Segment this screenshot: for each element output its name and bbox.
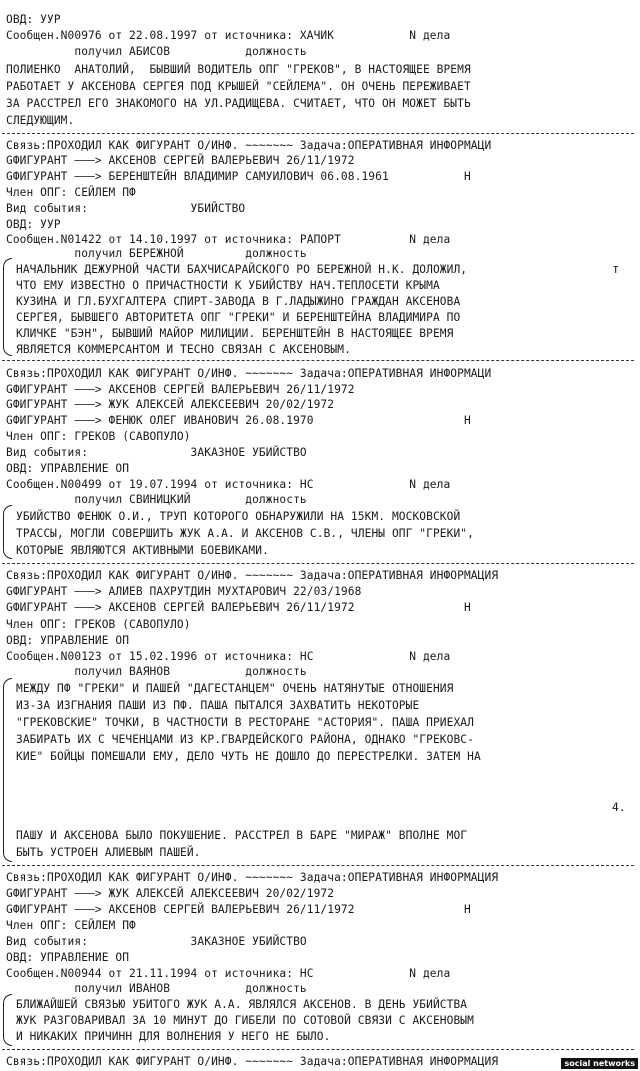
doc-line: ЗАБИРАТЬ ИХ С ЧЕЧЕНЦАМИ ИЗ КР.ГВАРДЕЙСКОГО РАЙОНА, ОДНАКО "ГРЕКОВС- [16, 733, 474, 746]
doc-line: получил СВИНИЦКИЙ должность [6, 493, 307, 506]
doc-line: GФИГУРАНТ ———> АКСЕНОВ СЕРГЕЙ ВАЛЕРЬЕВИЧ 26/11/1972 [6, 154, 355, 167]
doc-line: ОВД: УПРАВЛЕНИЕ ОП [6, 634, 130, 647]
doc-line: И НИКАКИХ ПРИЧИНН ДЛЯ ВОЛНЕНИЯ У НЕГО НЕ БЫЛО. [16, 1030, 331, 1043]
doc-line: GФИГУРАНТ ———> АКСЕНОВ СЕРГЕЙ ВАЛЕРЬЕВИЧ 26/11/1972 Н [6, 601, 471, 614]
separator-line [2, 865, 634, 866]
doc-line: КЛИЧКЕ "БЭН", БЫВШИЙ МАЙОР МИЛИЦИИ. БЕРЕНШТЕЙН В НАСТОЯЩЕЕ ВРЕМЯ [16, 327, 454, 340]
doc-line: Член ОПГ: СЕЙЛЕМ ПФ [6, 919, 136, 932]
doc-line: "ГРЕКОВСКИЕ" ТОЧКИ, В ЧАСТНОСТИ В РЕСТОРАНЕ "АСТОРИЯ". ПАША ПРИЕХАЛ [16, 716, 474, 729]
doc-line: GФИГУРАНТ ———> БЕРЕНШТЕЙН ВЛАДИМИР САМУИЛОВИЧ 06.08.1961 Н [6, 170, 471, 183]
doc-line: GФИГУРАНТ ———> АЛИЕВ ПАХРУТДИН МУХТАРОВИЧ 22/03/1968 [6, 585, 362, 598]
doc-line: GФИГУРАНТ ———> ФЕНЮК ОЛЕГ ИВАНОВИЧ 26.08.1970 Н [6, 414, 471, 427]
handwritten-bracket [3, 678, 12, 862]
doc-line: ОВД: УПРАВЛЕНИЕ ОП [6, 951, 130, 964]
doc-line: Сообщен.N00123 от 15.02.1996 от источника: НС N дела [6, 650, 451, 663]
doc-line: Связь:ПРОХОДИЛ КАК ФИГУРАНТ О/ИНФ. ~~~~~~~ Задача:ОПЕРАТИВНАЯ ИНФОРМАЦИЯ [6, 871, 499, 884]
doc-line: РАБОТАЕТ У АКСЕНОВА СЕРГЕЯ ПОД КРЫШЕЙ "СЕЙЛЕМА". ОН ОЧЕНЬ ПЕРЕЖИВАЕТ [6, 80, 471, 93]
doc-line: Связь:ПРОХОДИЛ КАК ФИГУРАНТ О/ИНФ. ~~~~~~~ Задача:ОПЕРАТИВНАЯ ИНФОРМАЦИЯ [6, 1055, 499, 1068]
doc-line: GФИГУРАНТ ———> АКСЕНОВ СЕРГЕЙ ВАЛЕРЬЕВИЧ 26/11/1972 Н [6, 903, 471, 916]
doc-line: получил ВАЯНОВ должность [6, 665, 307, 678]
doc-line: ЗА РАССТРЕЛ ЕГО ЗНАКОМОГО НА УЛ.РАДИЩЕВА. СЧИТАЕТ, ЧТО ОН МОЖЕТ БЫТЬ [6, 97, 471, 110]
page-number: 4. [612, 801, 626, 814]
doc-line: Связь:ПРОХОДИЛ КАК ФИГУРАНТ О/ИНФ. ~~~~~~~ Задача:ОПЕРАТИВНАЯ ИНФОРМАЦИЯ [6, 569, 499, 582]
doc-line: СЕРГЕЯ, БЫВШЕГО АВТОРИТЕТА ОПГ "ГРЕКИ" И БЕРЕНШТЕЙНА ВЛАДИМИРА ПО [16, 311, 461, 324]
doc-line: НАЧАЛЬНИК ДЕЖУРНОЙ ЧАСТИ БАХЧИСАРАЙСКОГО РО БЕРЕЖНОЙ Н.К. ДОЛОЖИЛ, [16, 263, 468, 276]
doc-line: СЛЕДУЮЩИМ. [6, 114, 75, 127]
doc-line: получил ИВАНОВ должность [6, 982, 307, 995]
doc-line: МЕЖДУ ПФ "ГРЕКИ" И ПАШЕЙ "ДАГЕСТАНЦЕМ" ОЧЕНЬ НАТЯНУТЫЕ ОТНОШЕНИЯ [16, 682, 454, 695]
doc-line: Вид события: УБИЙСТВО [6, 202, 246, 215]
separator-line [2, 133, 634, 134]
doc-line: Член ОПГ: СЕЙЛЕМ ПФ [6, 186, 136, 199]
doc-line: КУЗИНА И ГЛ.БУХГАЛТЕРА СПИРТ-ЗАВОДА В Г.ЛАДЫЖИНО ГРАЖДАН АКСЕНОВА [16, 295, 461, 308]
doc-line: ТРАССЫ, МОГЛИ СОВЕРШИТЬ ЖУК А.А. И АКСЕНОВ С.В., ЧЛЕНЫ ОПГ "ГРЕКИ", [16, 527, 474, 540]
separator-line [2, 360, 634, 361]
doc-line: ИЗ-ЗА ИЗГНАНИЯ ПАШИ ИЗ ПФ. ПАША ПЫТАЛСЯ ЗАХВАТИТЬ НЕКОТОРЫЕ [16, 699, 420, 712]
handwritten-mark: т [612, 262, 620, 276]
doc-line: Сообщен.N00976 от 22.08.1997 от источника: ХАЧИК N дела [6, 29, 451, 42]
doc-line: ЧТО ЕМУ ИЗВЕСТНО О ПРИЧАСТНОСТИ К УБИЙСТВУ НАЧ.ТЕПЛОСЕТИ КРЫМА [16, 279, 440, 292]
doc-line: ОВД: УУР [6, 13, 61, 26]
doc-line: GФИГУРАНТ ———> ЖУК АЛЕКСЕЙ АЛЕКСЕЕВИЧ 20/02/1972 [6, 398, 335, 411]
doc-line: GФИГУРАНТ ———> АКСЕНОВ СЕРГЕЙ ВАЛЕРЬЕВИЧ 26/11/1972 [6, 383, 355, 396]
doc-line: БЫТЬ УСТРОЕН АЛИЕВЫМ ПАШЕЙ. [16, 846, 201, 859]
handwritten-bracket [3, 505, 12, 559]
doc-line: ПАШУ И АКСЕНОВА БЫЛО ПОКУШЕНИЕ. РАССТРЕЛ В БАРЕ "МИРАЖ" ВПОЛНЕ МОГ [16, 829, 468, 842]
doc-line: ОВД: УУР [6, 218, 61, 231]
doc-line: Связь:ПРОХОДИЛ КАК ФИГУРАНТ О/ИНФ. ~~~~~~~ Задача:ОПЕРАТИВНАЯ ИНФОРМАЦИ [6, 367, 492, 380]
doc-line: Член ОПГ: ГРЕКОВ (САВОПУЛО) [6, 618, 191, 631]
separator-line [2, 1049, 634, 1050]
doc-line: получил АБИСОВ должность [6, 45, 307, 58]
handwritten-bracket [3, 994, 12, 1046]
watermark-logo: social networks [561, 1058, 638, 1069]
doc-line: Связь:ПРОХОДИЛ КАК ФИГУРАНТ О/ИНФ. ~~~~~~~ Задача:ОПЕРАТИВНАЯ ИНФОРМАЦИ [6, 139, 492, 152]
separator-line [2, 563, 634, 564]
doc-line: Член ОПГ: ГРЕКОВ (САВОПУЛО) [6, 430, 191, 443]
doc-line: ОВД: УПРАВЛЕНИЕ ОП [6, 462, 130, 475]
doc-line: ЖУК РАЗГОВАРИВАЛ ЗА 10 МИНУТ ДО ГИБЕЛИ ПО СОТОВОЙ СВЯЗИ С АКСЕНОВЫМ [16, 1014, 474, 1027]
doc-line: БЛИЖАЙШЕЙ СВЯЗЬЮ УБИТОГО ЖУК А.А. ЯВЛЯЛСЯ АКСЕНОВ. В ДЕНЬ УБИЙСТВА [16, 998, 468, 1011]
doc-line: GФИГУРАНТ ———> ЖУК АЛЕКСЕЙ АЛЕКСЕЕВИЧ 20/02/1972 [6, 887, 335, 900]
doc-line: Вид события: ЗАКАЗНОЕ УБИЙСТВО [6, 446, 307, 459]
doc-line: ПОЛИЕНКО АНАТОЛИЙ, БЫВШИЙ ВОДИТЕЛЬ ОПГ "ГРЕКОВ", В НАСТОЯЩЕЕ ВРЕМЯ [6, 63, 471, 76]
doc-line: УБИЙСТВО ФЕНЮК О.И., ТРУП КОТОРОГО ОБНАРУЖИЛИ НА 15КМ. МОСКОВСКОЙ [16, 510, 461, 523]
doc-line: Сообщен.N00499 от 19.07.1994 от источника: НС N дела [6, 478, 451, 491]
doc-line: Вид события: ЗАКАЗНОЕ УБИЙСТВО [6, 935, 307, 948]
doc-line: ЯВЛЯЕТСЯ КОММЕРСАНТОМ И ТЕСНО СВЯЗАН С АКСЕНОВЫМ. [16, 343, 351, 356]
doc-line: КОТОРЫЕ ЯВЛЯЮТСЯ АКТИВНЫМИ БОЕВИКАМИ. [16, 544, 269, 557]
doc-line: Сообщен.N00944 от 21.11.1994 от источника: НС N дела [6, 967, 451, 980]
handwritten-bracket [3, 258, 12, 356]
doc-line: получил БЕРЕЖНОЙ должность [6, 247, 307, 260]
doc-line: КИЕ" БОЙЦЫ ПОМЕШАЛИ ЕМУ, ДЕЛО ЧУТЬ НЕ ДОШЛО ДО ПЕРЕСТРЕЛКИ. ЗАТЕМ НА [16, 750, 481, 763]
doc-line: Сообщен.N01422 от 14.10.1997 от источника: РАПОРТ N дела [6, 233, 451, 246]
